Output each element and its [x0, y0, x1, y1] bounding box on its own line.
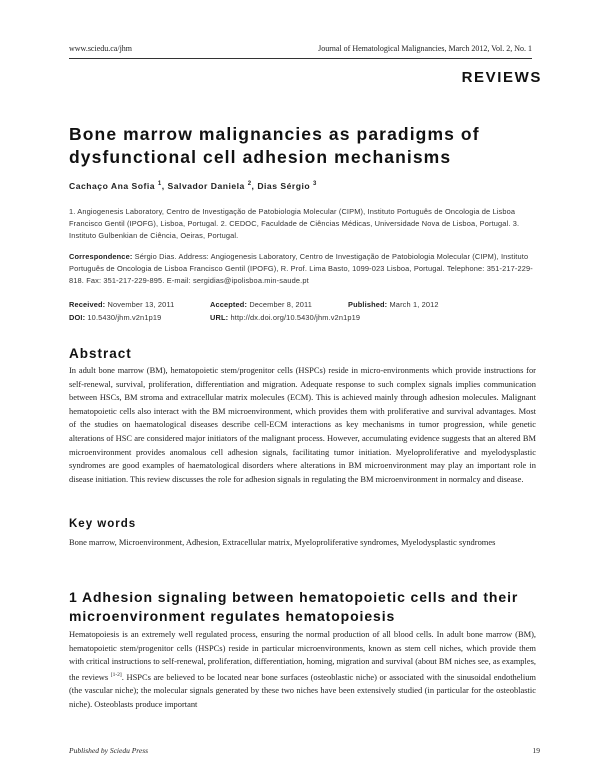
correspondence: [69, 251, 535, 287]
published-label: Published:: [348, 300, 388, 309]
author-name: Salvador Daniela: [167, 181, 245, 191]
accepted-label: Accepted:: [210, 300, 248, 309]
received-label: Received:: [69, 300, 106, 309]
doi-label: DOI:: [69, 313, 86, 322]
title-line-1: Bone marrow malignancies as paradigms of: [69, 124, 480, 144]
author-affiliation-marker: 3: [313, 181, 317, 188]
author-name: Dias Sérgio: [257, 181, 311, 191]
title-line-2: dysfunctional cell adhesion mechanisms: [69, 147, 452, 167]
keywords-text: Bone marrow, Microenvironment, Adhesion, Extracellular matrix, Myeloproliferative syndromes, Myelodysplastic syndromes: [69, 537, 496, 547]
citation-reference[interactable]: [1-2]: [110, 671, 122, 678]
author-affiliation-marker: 2: [247, 181, 252, 188]
author-affiliation-marker: 1: [157, 181, 162, 188]
received-value: November 13, 2011: [107, 300, 175, 309]
received-date: [69, 300, 174, 309]
section-1-text-part-1: Hematopoiesis is an extremely well regulated process, ensuring the normal production of all blood cells. In adult bone marrow (BM), hematopoietic stem/progenitor cells (HSPCs) reside in particular microenvironments, known as stem cell niches, which provide them with critical instructions to self-renewal, proliferation, differentiation, homing, migration and survival (about BM niches see, as examples, the reviews: [69, 629, 536, 682]
correspondence-label: Correspondence:: [69, 252, 133, 261]
accepted-date: [210, 300, 312, 309]
url-link[interactable]: http://dx.doi.org/10.5430/jhm.v2n1p19: [230, 313, 361, 322]
section-1-heading: [69, 588, 539, 625]
author-list: Cachaço Ana Sofia $^1$, Salvador Daniela $^2$, Dias Sérgio $^3$: [69, 181, 317, 191]
doi-value[interactable]: 10.5430/jhm.v2n1p19: [87, 313, 162, 322]
journal-website[interactable]: www.sciedu.ca/jhm: [69, 44, 133, 53]
section-1-text-part-2: . HSPCs are believed to be located near bone surfaces (osteoblastic niche) or associated with the sinusoidal endothelium (the vascular niche); the molecular signals generated by these two niches have been extensively studied (in particular for the osteoblastic niche). Osteoblasts produce important: [69, 671, 536, 709]
section-1-text: [69, 628, 536, 711]
page-number: 19: [532, 746, 540, 755]
abstract-heading: Abstract: [69, 346, 132, 361]
author-name: Cachaço Ana Sofia: [69, 181, 156, 191]
journal-citation: Journal of Hematological Malignancies, March 2012, Vol. 2, No. 1: [318, 44, 532, 53]
correspondence-text: Sérgio Dias. Address: Angiogenesis Laboratory, Centro de Investigação de Patobiologia Molecular (CIPM), Instituto Português de Oncologia de Lisboa Francisco Gentil (IPOFG), R. Prof. Lima Basto, 1099-023 Lisboa, Portugal. Telephone: 351-217-229-818. Fax: 351-217-229-895. E-mail: sergidias@ipolisboa.min-saude.pt: [69, 252, 533, 285]
section-1-heading-line-1: 1 Adhesion signaling between hematopoietic cells and their: [69, 589, 519, 605]
keywords-heading: Key words: [69, 518, 137, 530]
article-url: [210, 313, 360, 322]
published-value: March 1, 2012: [389, 300, 439, 309]
abstract-text: In adult bone marrow (BM), hematopoietic stem/progenitor cells (HSPCs) reside in micro-environments which provide instructions for self-renewal, survival, proliferation, differentiation and migration. Adequate response to such complex signals implies communication between HSCs, BM stroma and extracellular matrix molecules (ECM). This is achieved mainly through adhesion molecules. Malignant hematopoietic cells also interact with the BM microenvironment, which provides them with proliferative and survival advantages. Most of the studies on haematological diseases describe cell-ECM interactions as key mechanisms in tumor progression, while genetic alterations of HSC are considered major initiators of the malignant process. However, accumulating evidence suggests that an altered BM microenvironment provides anomalous cell adhesion signals, facilitating tumor initiation. Myeloproliferative and myelodysplastic syndromes are good examples of haematological disorders where alterations in BM microenvironment may play an important role in disease initiation. This review discusses the role for adhesion signals in regulating the BM microenvironment in normalcy and disease.: [69, 365, 536, 484]
header-divider: [69, 58, 532, 59]
url-label: URL:: [210, 313, 229, 322]
publisher-footer: Published by Sciedu Press: [69, 746, 149, 755]
section-label: REVIEWS: [461, 69, 542, 86]
section-1-heading-line-2: microenvironment regulates hematopoiesis: [69, 607, 396, 624]
affiliations: 1. Angiogenesis Laboratory, Centro de Investigação de Patobiologia Molecular (CIPM), Instituto Português de Oncologia de Lisboa Francisco Gentil (IPOFG), Lisboa, Portugal. 2. CEDOC, Faculdade de Ciências Médicas, Universidade Nova de Lisboa, Portugal. 3. Instituto Gulbenkian de Ciência, Oeiras, Portugal.: [69, 207, 520, 240]
article-title: [69, 123, 529, 169]
accepted-value: December 8, 2011: [249, 300, 312, 309]
doi: [69, 313, 161, 322]
published-date: [348, 300, 439, 309]
